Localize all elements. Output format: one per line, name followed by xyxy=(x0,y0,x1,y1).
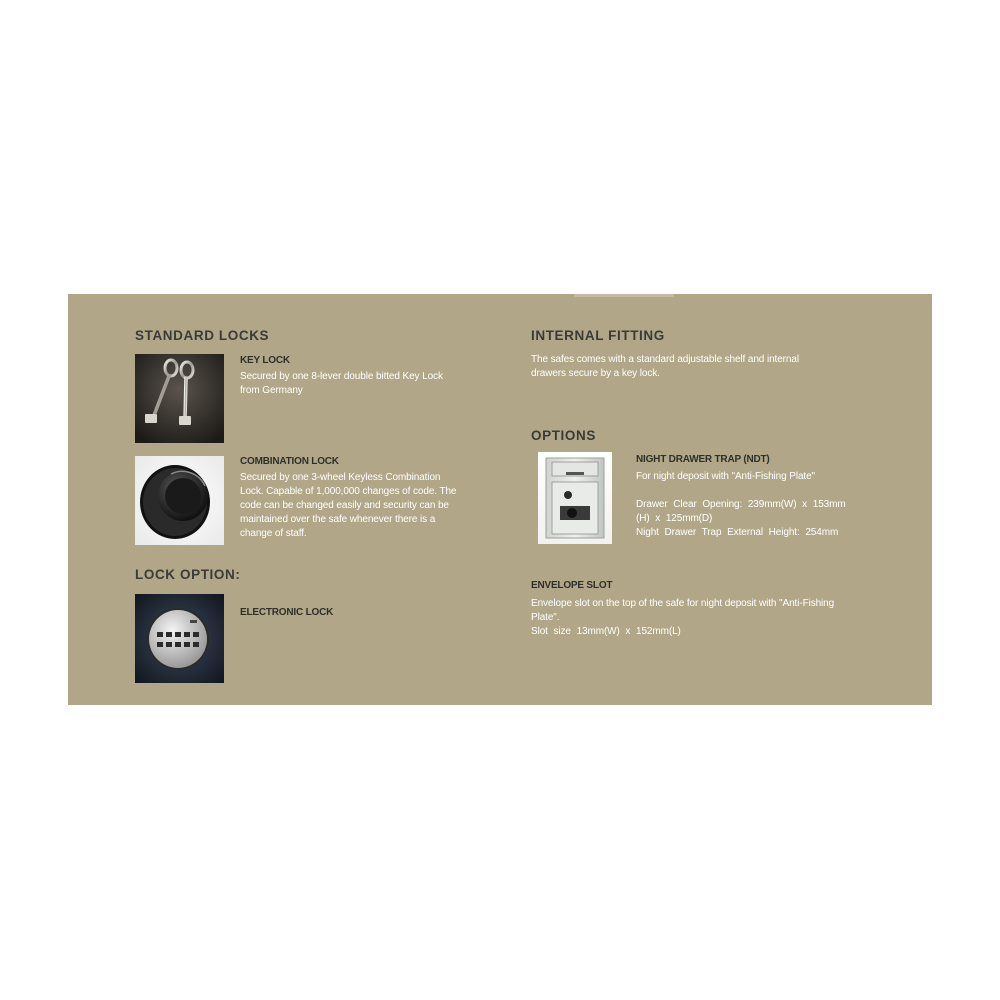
ndt-line-deposit: For night deposit with "Anti-Fishing Plate" xyxy=(636,471,815,482)
lock-option-heading: LOCK OPTION: xyxy=(135,567,241,582)
combination-lock-description: Secured by one 3-wheel Keyless Combination Lock. Capable of 1,000,000 changes of code. The code can be changed easily and security can be maintained over the safe whenever there is a change of staff. xyxy=(240,472,457,539)
ndt-line-opening: Drawer Clear Opening: 239mm(W) x 153mm (H) x 125mm(D) xyxy=(636,499,846,524)
night-drawer-trap-title: NIGHT DRAWER TRAP (NDT) xyxy=(636,454,770,465)
envelope-slot-line-deposit: Envelope slot on the top of the safe for night deposit with "Anti-Fishing Plate". xyxy=(531,598,835,623)
internal-fitting-description: The safes comes with a standard adjustable shelf and internal drawers secure by a key lock. xyxy=(531,354,799,379)
image-edge-strip xyxy=(574,294,674,297)
night-drawer-trap-description xyxy=(636,470,856,540)
ndt-line-height: Night Drawer Trap External Height: 254mm xyxy=(636,527,839,538)
combination-dial-photo-icon xyxy=(135,456,224,545)
standard-locks-heading: STANDARD LOCKS xyxy=(135,328,270,343)
combination-lock-title: COMBINATION LOCK xyxy=(240,456,339,467)
electronic-lock-title: ELECTRONIC LOCK xyxy=(240,607,334,618)
key-lock-description: Secured by one 8-lever double bitted Key Lock from Germany xyxy=(240,371,443,396)
key-lock-title: KEY LOCK xyxy=(240,355,290,366)
envelope-slot-line-size: Slot size 13mm(W) x 152mm(L) xyxy=(531,626,681,637)
keys-photo-icon xyxy=(135,354,224,443)
envelope-slot-description xyxy=(531,597,836,639)
options-heading: OPTIONS xyxy=(531,428,596,443)
envelope-slot-title: ENVELOPE SLOT xyxy=(531,580,613,591)
keypad-lock-photo-icon xyxy=(135,594,224,683)
features-panel xyxy=(68,294,932,705)
deposit-safe-photo-icon xyxy=(538,452,612,544)
internal-fitting-heading: INTERNAL FITTING xyxy=(531,328,665,343)
